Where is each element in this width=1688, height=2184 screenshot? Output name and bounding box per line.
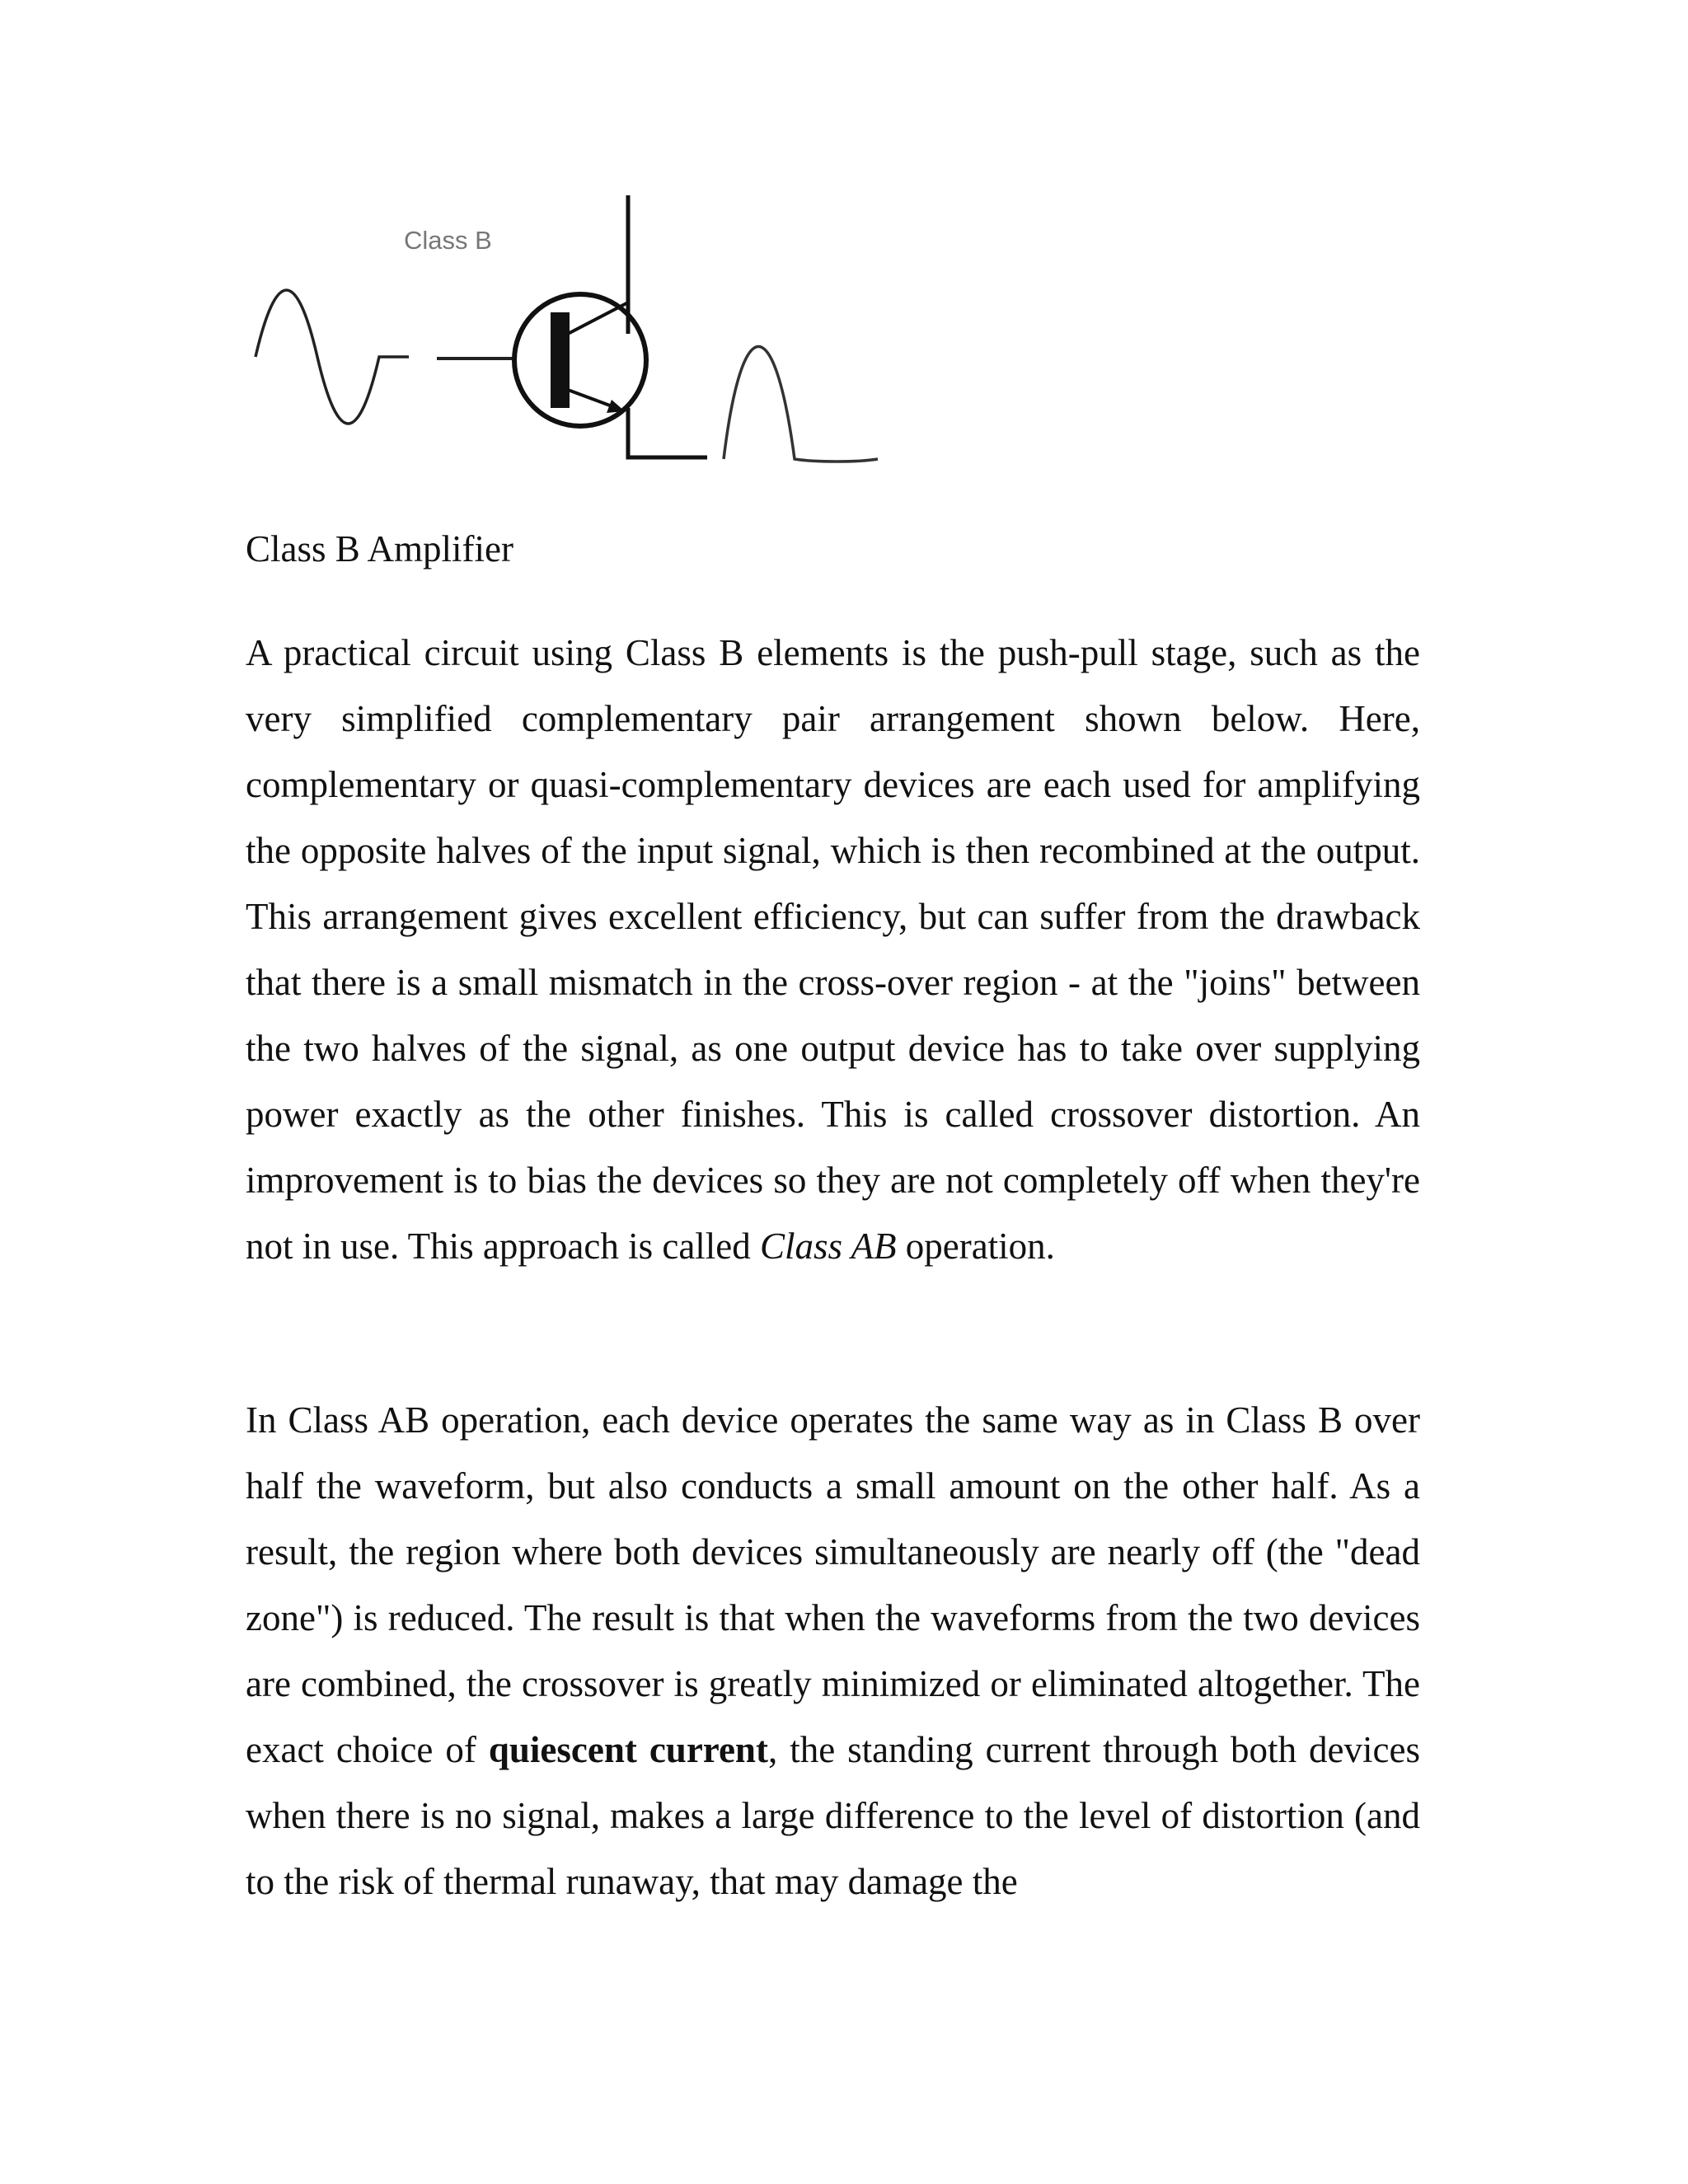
paragraph1-text: A practical circuit using Class B elements is the push-pull stage, such as the very simplified complementary pair arrangement shown below. Here, complementary or quasi-complementary devices are each used for amplifying the opposite halves of the input signal, which is then recombined at the output. This arrangement gives excellent efficiency, but can suffer from the drawback that there is a small mismatch in the cross-over region - at the "joins" between the two halves of the signal, as one output device has to take over supplying power exactly as the other finishes. This is called crossover distortion. An improvement is to bias the devices so they are not completely off when they're not in use. This approach is called <box>246 632 1420 1267</box>
paragraph1-text-end: operation. <box>896 1226 1055 1267</box>
collector-line <box>568 302 628 334</box>
quiescent-current-term: quiescent current <box>488 1729 768 1770</box>
emitter-line <box>568 390 617 408</box>
class-ab-emphasis: Class AB <box>760 1226 897 1267</box>
transistor-base-bar <box>551 312 570 408</box>
paragraph-class-b <box>246 620 1420 1279</box>
emitter-lead <box>628 408 707 457</box>
figure-caption: Class B Amplifier <box>246 528 513 569</box>
input-sine-wave <box>256 290 409 424</box>
paragraph2-text: In Class AB operation, each device operates the same way as in Class B over half the waveform, but also conducts a small amount on the other half. As a result, the region where both devices simultaneously are nearly off (the "dead zone") is reduced. The result is that when the waveforms from the two devices are combined, the crossover is greatly minimized or eliminated altogether. The exact choice of <box>246 1399 1420 1770</box>
output-half-wave <box>724 347 878 462</box>
figure-label: Class B <box>404 226 492 255</box>
paragraph2-text-end: , the standing current through both devices when there is no signal, makes a large difference to the level of distortion (and to the risk of thermal runaway, that may damage the <box>246 1729 1420 1902</box>
emitter-arrow <box>607 400 625 413</box>
class-b-transistor-diagram <box>247 185 890 482</box>
class-b-figure <box>247 185 890 482</box>
paragraph-class-ab <box>246 1387 1420 1915</box>
